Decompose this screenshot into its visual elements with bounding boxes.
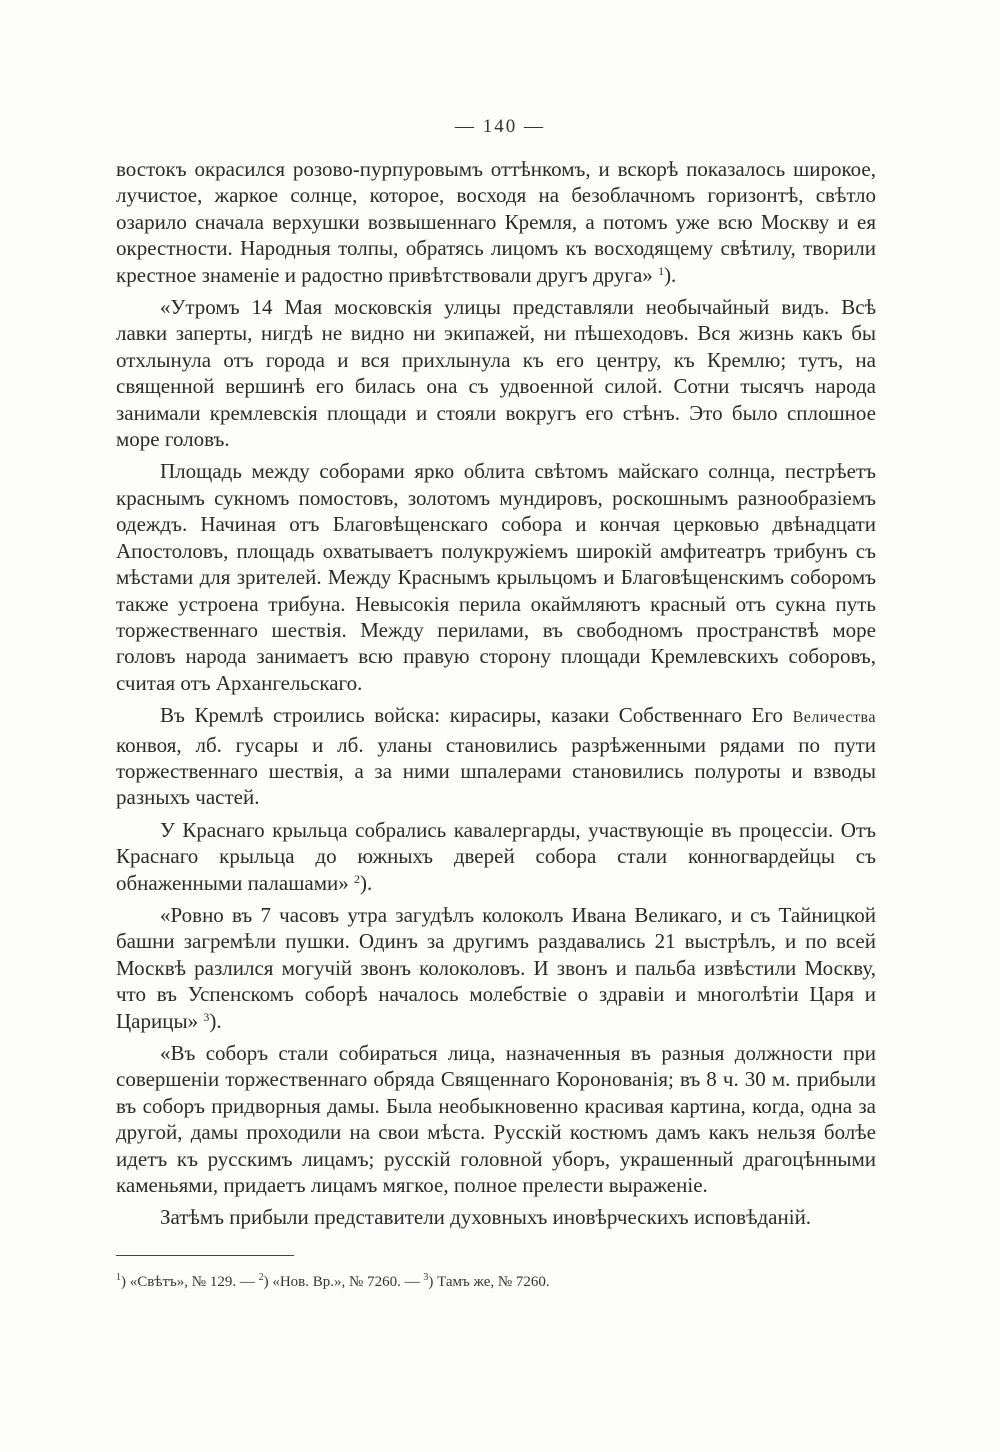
paragraph	[116, 902, 876, 1034]
footnote-divider	[116, 1255, 294, 1256]
footnote-mark: 1	[116, 1272, 121, 1283]
paragraph	[116, 817, 876, 896]
footnote-text: ) «Нов. Вр.», № 7260. —	[263, 1274, 424, 1290]
paragraph	[116, 1040, 876, 1198]
footnote-mark: 2	[258, 1272, 264, 1283]
paragraph-text: У Краснаго крыльца собрались кавалергарды, участвующіе въ процессіи. Отъ Краснаго крыльца до южныхъ дверей собора стали конногвардейцы съ обнаженными палашами»	[116, 817, 876, 895]
small-caps-text: Величества	[792, 709, 876, 727]
paragraph-text: «Въ соборъ стали собираться лица, назначенныя въ разныя должности при совершеніи торжественнаго обряда Священнаго Коронованія; въ 8 ч. 30 м. прибыли въ соборъ придворныя дамы. Была необыкновенно красивая картина, когда, одна за другой, дамы проходили на свои мѣста. Русскій костюмъ дамъ какъ нельзя болѣе идетъ къ русскимъ лицамъ; русскій головной уборъ, украшенный драгоцѣнными каменьями, придаетъ лицамъ мягкое, полное прелести выраженіе.	[116, 1041, 876, 1198]
footnote-ref[interactable]: 3	[203, 1009, 210, 1024]
paragraph-text: «Ровно въ 7 часовъ утра загудѣлъ колоколъ Ивана Великаго, и съ Тайницкой башни загремѣли пушки. Одинъ за другимъ раздавались 21 выстрѣлъ, и по всей Москвѣ разлился могучій звонъ колоколовъ. И звонъ и пальба извѣстили Москву, что въ Успенскомъ соборѣ началось молебствіе о здравіи и многолѣтіи Царя и Царицы»	[116, 902, 876, 1033]
paragraph-text: Затѣмъ прибыли представители духовныхъ иновѣрческихъ исповѣданій.	[160, 1205, 812, 1230]
footnote-text: ) «Свѣтъ», № 129. —	[121, 1274, 259, 1290]
footnote-ref[interactable]: 1	[658, 263, 665, 278]
body-text	[116, 156, 876, 1237]
paragraph-text: Площадь между соборами ярко облита свѣтомъ майскаго солнца, пестрѣетъ краснымъ сукномъ помостовъ, золотомъ мундировъ, роскошнымъ разнообразіемъ одеждъ. Начиная отъ Благовѣщенскаго собора и кончая церковью двѣнадцати Апостоловъ, площадь охватываетъ полукружіемъ широкій амфитеатръ трибунъ съ мѣстами для зрителей. Между Краснымъ крыльцомъ и Благовѣщенскимъ соборомъ также устроена трибуна. Невысокія перила окаймляютъ красный отъ сукна путь торжественнаго шествія. Между перилами, въ свободномъ пространствѣ море головъ народа занимаетъ всю правую сторону площади Кремлевскихъ соборовъ, считая отъ Архангельскаго.	[116, 459, 876, 695]
paragraph	[116, 156, 876, 288]
paragraph-tail: ).	[209, 1008, 222, 1033]
paragraph-text: конвоя, лб. гусары и лб. уланы становились разрѣженными рядами по пути торжественнаго шествія, а за ними шпалерами становились полуроты и взводы разныхъ частей.	[116, 732, 876, 810]
footnote-ref[interactable]: 2	[353, 871, 360, 886]
paragraph-text: востокъ окрасился розово-пурпуровымъ оттѣнкомъ, и вскорѣ показалось широкое, лучистое, жаркое солнце, которое, восходя на безоблачномъ горизонтѣ, свѣтло озарило сначала верхушки возвышеннаго Кремля, а потомъ уже всю Москву и ея окрестности. Народныя толпы, обратясь лицомъ къ восходящему свѣтилу, творили крестное знаменіе и радостно привѣтствовали другъ друга»	[116, 157, 876, 287]
footnote-text: ) Тамъ же, № 7260.	[428, 1274, 550, 1290]
paragraph-tail: ).	[664, 262, 677, 287]
paragraph	[116, 1204, 876, 1230]
footnote-mark: 3	[423, 1272, 429, 1283]
paragraph	[116, 702, 876, 811]
page-number: — 140 —	[455, 116, 545, 137]
footnotes	[116, 1272, 876, 1292]
paragraph	[116, 458, 876, 696]
paragraph	[116, 294, 876, 452]
paragraph-tail: ).	[359, 870, 373, 895]
paragraph-text: «Утромъ 14 Мая московскія улицы представляли необычайный видъ. Всѣ лавки заперты, нигдѣ не видно ни экипажей, ни пѣшеходовъ. Вся жизнь какъ бы отхлынула отъ города и вся прихлынула къ его центру, къ Кремлю; тутъ, на священной вершинѣ его билась она съ удвоенной силой. Сотни тысячъ народа занимали кремлевскія площади и стояли вокругъ его стѣнъ. Это было сплошное море головъ.	[116, 295, 876, 452]
paragraph-text: Въ Кремлѣ строились войска: кирасиры, казаки Собственнаго Его	[160, 703, 783, 728]
